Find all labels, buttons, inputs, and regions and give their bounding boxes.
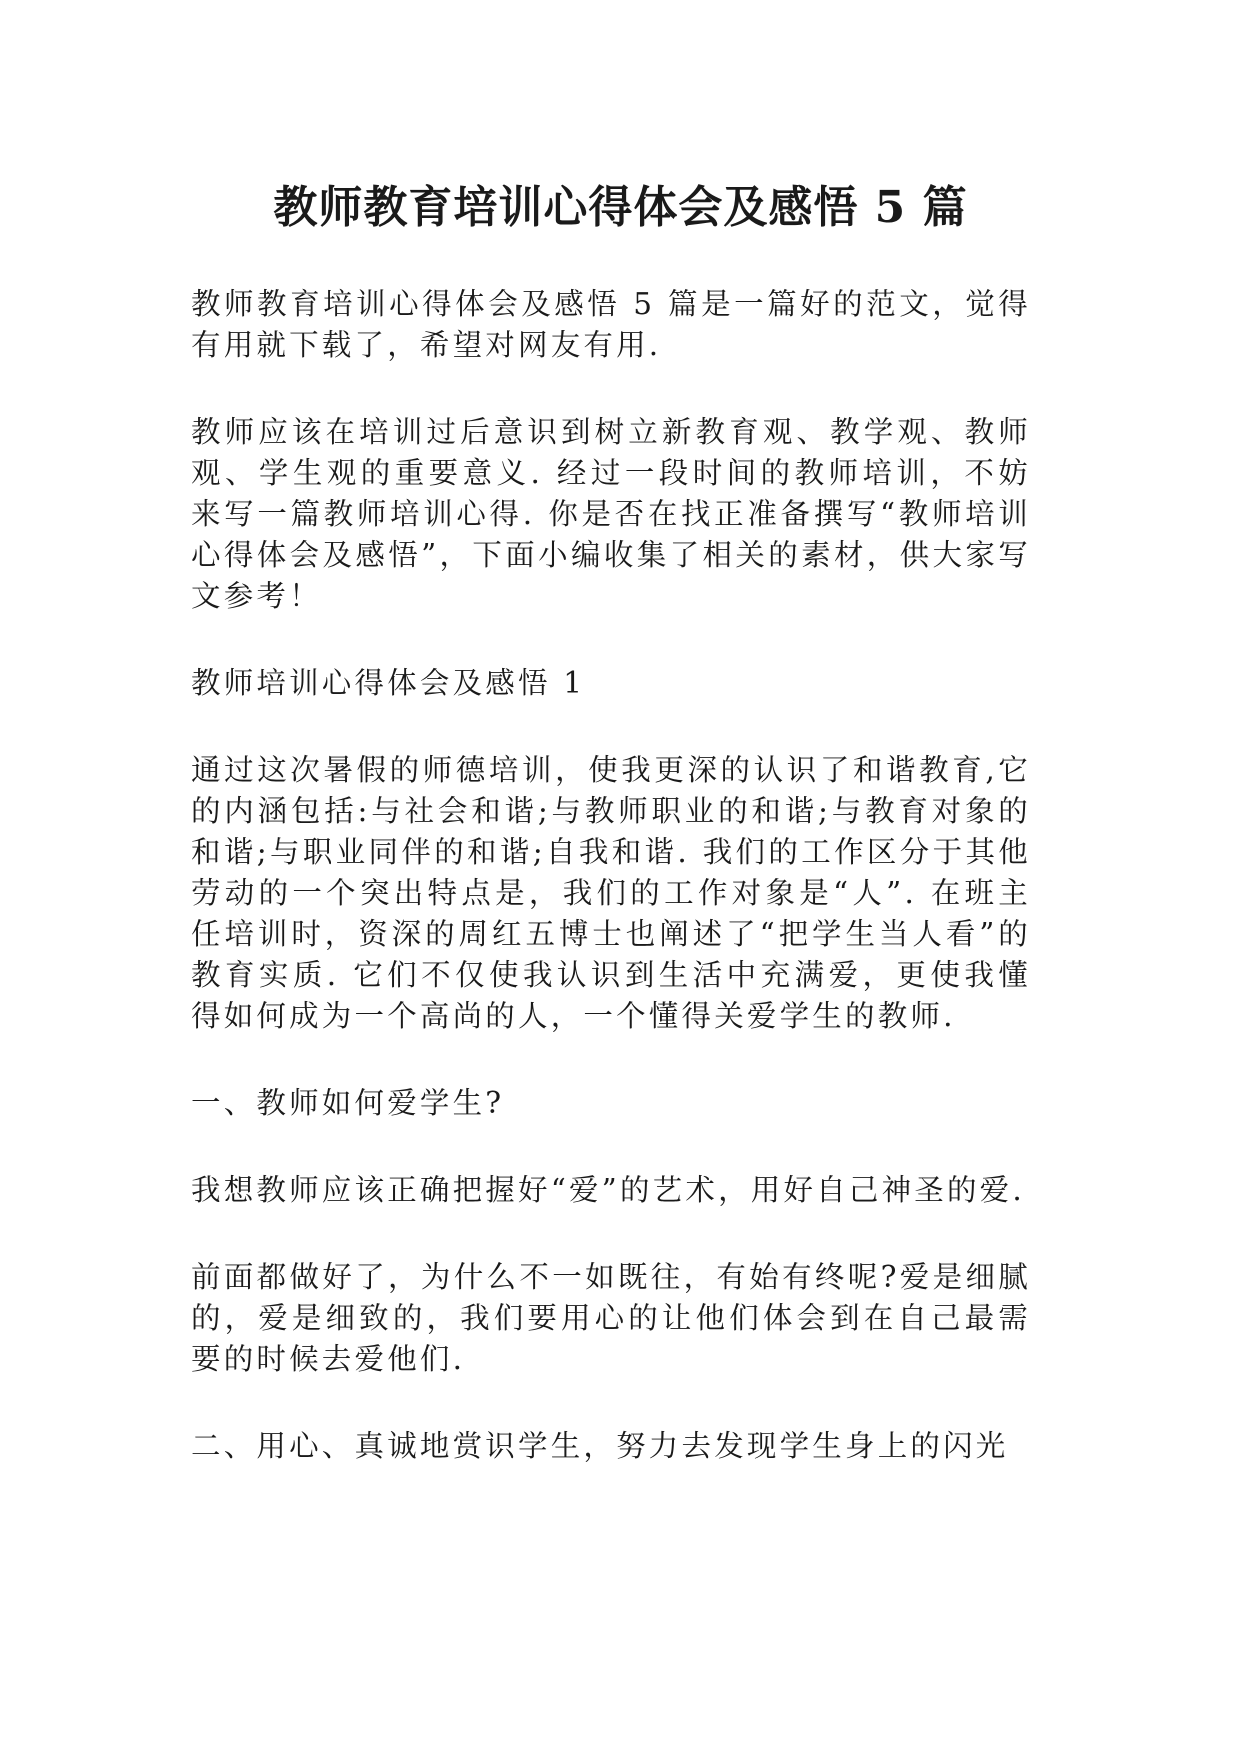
- subheading: 二、用心、真诚地赏识学生，努力去发现学生身上的闪光: [191, 1429, 1009, 1463]
- preface-paragraph: 教师应该在培训过后意识到树立新教育观、教学观、教师观、学生观的重要意义. 经过一段时间的教师培训，不妨来写一篇教师培训心得. 你是否在找正准备撰写“教师培训心得体会及感悟”，下面小编收集了相关的素材，供大家写文参考！: [191, 415, 1031, 613]
- document-title: 教师教育培训心得体会及感悟 5 篇: [273, 182, 968, 233]
- body-paragraph: 通过这次暑假的师德培训，使我更深的认识了和谐教育,它的内涵包括:与社会和谐;与教师职业的和谐;与教育对象的和谐;与职业同伴的和谐;自我和谐. 我们的工作区分于其他劳动的一个突出特点是，我们的工作对象是“人”. 在班主任培训时，资深的周红五博士也阐述了“把学生当人看”的教育实质. 它们不仅使我认识到生活中充满爱，更使我懂得如何成为一个高尚的人，一个懂得关爱学生的教师.: [191, 753, 1031, 1033]
- document-body: [191, 284, 1031, 1513]
- section-heading: 教师培训心得体会及感悟 1: [191, 666, 586, 700]
- body-paragraph: 我想教师应该正确把握好“爱”的艺术，用好自己神圣的爱.: [191, 1173, 1025, 1207]
- intro-paragraph: 教师教育培训心得体会及感悟 5 篇是一篇好的范文，觉得有用就下载了，希望对网友有用.: [191, 287, 1031, 362]
- subheading: 一、教师如何爱学生?: [191, 1086, 505, 1120]
- body-paragraph: 前面都做好了，为什么不一如既往，有始有终呢?爱是细腻的，爱是细致的，我们要用心的让他们体会到在自己最需要的时候去爱他们.: [191, 1260, 1031, 1376]
